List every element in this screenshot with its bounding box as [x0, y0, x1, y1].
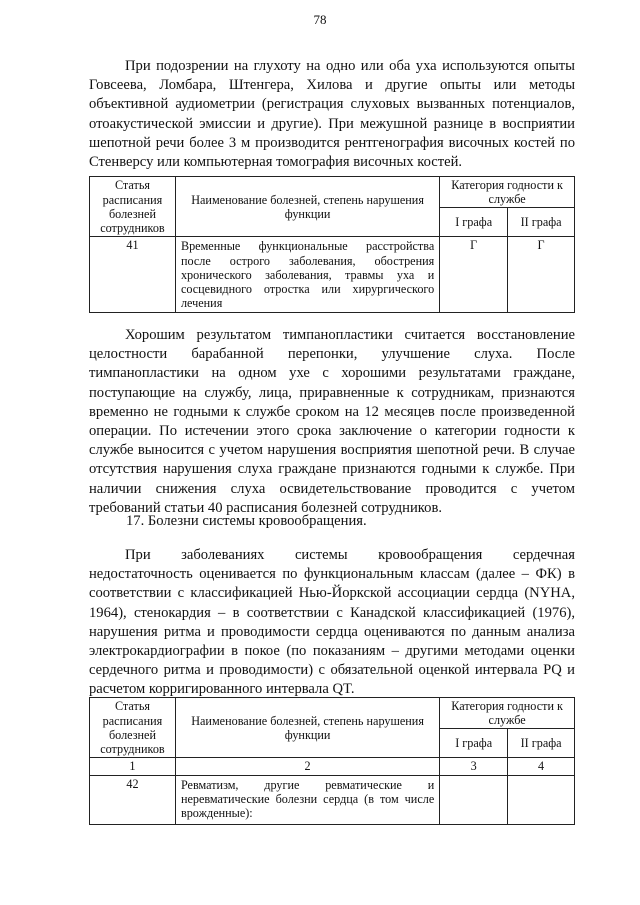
- row-description: Временные функциональные расстройства после острого заболевания, обострения хронического заболевания, травмы уха и сосцевидного отростка или хирургического лечения: [175, 237, 439, 313]
- header-col1: I графа: [440, 208, 508, 237]
- column-number: 3: [440, 758, 508, 775]
- disease-table-42: [89, 697, 575, 825]
- row-description: Ревматизм, другие ревматические и неревматические болезни сердца (в том числе врожденные):: [175, 775, 439, 824]
- table-header-row: [90, 698, 575, 729]
- disease-table-41: [89, 176, 575, 313]
- page-number: 78: [313, 12, 327, 27]
- section-heading: 17. Болезни системы кровообращения.: [126, 513, 367, 529]
- header-category: Категория годности к службе: [440, 698, 575, 729]
- row-col1: [440, 775, 508, 824]
- column-number: 2: [175, 758, 439, 775]
- paragraph-tympanoplasty: Хорошим результатом тимпанопластики считается восстановление целостности барабанной перепонки, улучшение слуха. После тимпанопластики на одном ухе с хорошими результатами граждане, поступающие на службу, лица, приравненные к сотрудникам, признаются временно не годными к службе сроком на 12 месяцев после произведенной операции. По истечении этого срока заключение о категории годности к службе выносится с учетом нарушения восприятия шепотной речи. В случае отсутствия нарушения слуха граждане признаются годными к службе. При наличии снижения слуха освидетельствование проводится с учетом требований статьи 40 расписания болезней сотрудников.: [89, 327, 575, 516]
- header-col1: I графа: [440, 729, 508, 758]
- paragraph-deafness-tests: При подозрении на глухоту на одно или оба уха используются опыты Говсеева, Ломбара, Штенгера, Хилова и другие опыты или методы объективной аудиометрии (регистрация слуховых вызванных потенциалов, отоакустической эмиссии и другие). При межушной разнице в восприятии шепотной речи более 3 м производится рентгенография височных костей по Стенверсу или компьютерная томография височных костей.: [89, 58, 575, 171]
- row-col1: Г: [440, 237, 508, 313]
- header-article: Статья расписания болезней сотрудников: [90, 177, 176, 237]
- header-disease: Наименование болезней, степень нарушения функции: [175, 698, 439, 758]
- header-disease: Наименование болезней, степень нарушения функции: [175, 177, 439, 237]
- row-col2: [508, 775, 575, 824]
- row-col2: Г: [508, 237, 575, 313]
- paragraph-circulatory: При заболеваниях системы кровообращения сердечная недостаточность оценивается по функциональным классам (далее – ФК) в соответствии с классификацией Нью-Йоркской ассоциации сердца (NYHA, 1964), стенокардия – в соответствии с Канадской классификацией (1976), нарушения ритма и проводимости сердца оцениваются по данным анализа электрокардиографии в покое (по показаниям – другими методами оценки сердечного ритма и проводимости) с обязательной оценкой интервала PQ и расчетом корригированного интервала QT.: [89, 547, 575, 698]
- column-number: 1: [90, 758, 176, 775]
- header-col2: II графа: [508, 208, 575, 237]
- column-number: 4: [508, 758, 575, 775]
- row-article: 41: [90, 237, 176, 313]
- table-header-row: [90, 177, 575, 208]
- table-row: [90, 237, 575, 313]
- row-article: 42: [90, 775, 176, 824]
- table-row: [90, 775, 575, 824]
- header-col2: II графа: [508, 729, 575, 758]
- header-category: Категория годности к службе: [440, 177, 575, 208]
- header-article: Статья расписания болезней сотрудников: [90, 698, 176, 758]
- table-numbering-row: [90, 758, 575, 775]
